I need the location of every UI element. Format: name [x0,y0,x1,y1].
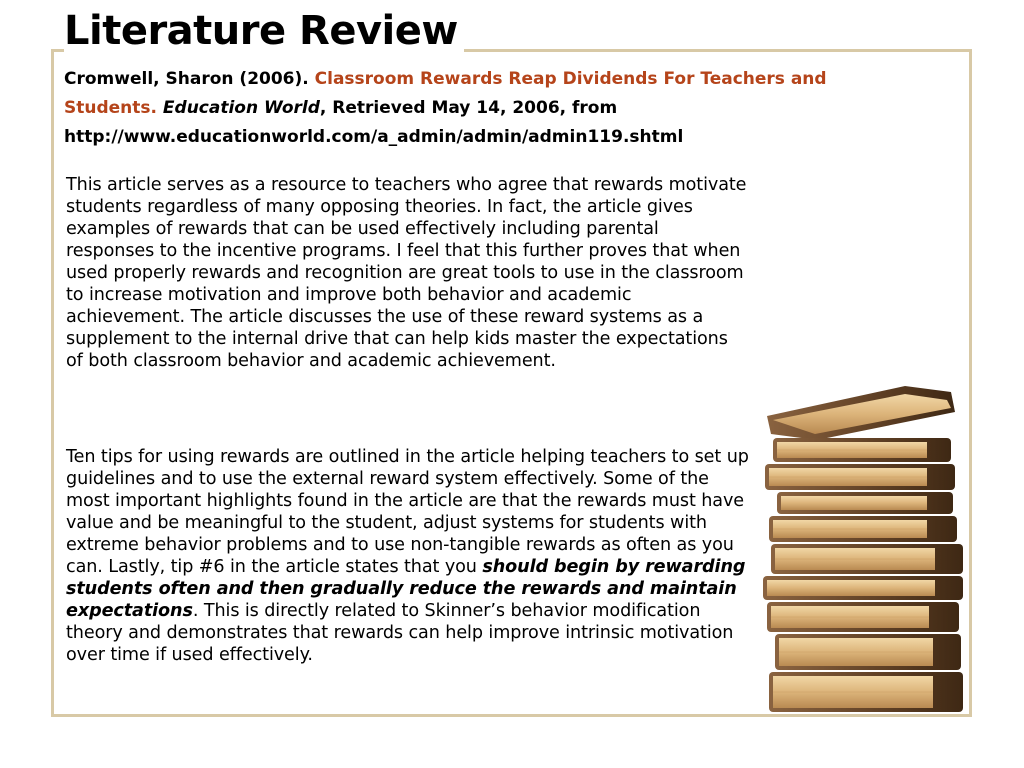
citation-author: Cromwell, Sharon (2006). [64,69,309,89]
citation-retrieved: , Retrieved May 14, 2006, from [319,98,618,118]
citation-journal: Education World [162,98,320,118]
citation-url: http://www.educationworld.com/a_admin/admin/admin119.shtml [64,127,684,147]
tips-paragraph-intro: Ten tips for using rewards are outlined in the article helping teachers to set up guidelines and to use the external reward system effectively. Some of the most important highlights found in the article are that the rewards must have value and be meaningful to the student, adjust systems for students with extreme behavior problems and to use non-tangible rewards as often as you can. Lastly, tip #6 in the article states that you [66,447,749,577]
summary-paragraph: This article serves as a resource to teachers who agree that rewards motivate students regardless of many opposing theories. In fact, the article gives examples of rewards that can be used effectively including parental responses to the incentive programs. I feel that this further proves that when used properly rewards and recognition are great tools to use in the classroom to increase motivation and improve both behavior and academic achievement. The article discusses the use of these reward systems as a supplement to the internal drive that can help kids master the expectations of both classroom behavior and academic achievement. [66,175,747,371]
tips-paragraph-outro: . This is directly related to Skinner’s behavior modification theory and demonstrates that rewards can help improve intrinsic motivation over time if used effectively. [66,601,734,665]
citation [64,65,904,152]
citation-article-title: Classroom Rewards Reap Dividends For Teachers and Students. [64,69,827,118]
stack-of-books-icon [755,378,970,716]
slide-title: Literature Review [64,8,464,54]
tips-paragraph [66,446,750,666]
tips-paragraph-emphasis: should begin by rewarding students often and then gradually reduce the rewards and maintain expectations [66,557,746,621]
